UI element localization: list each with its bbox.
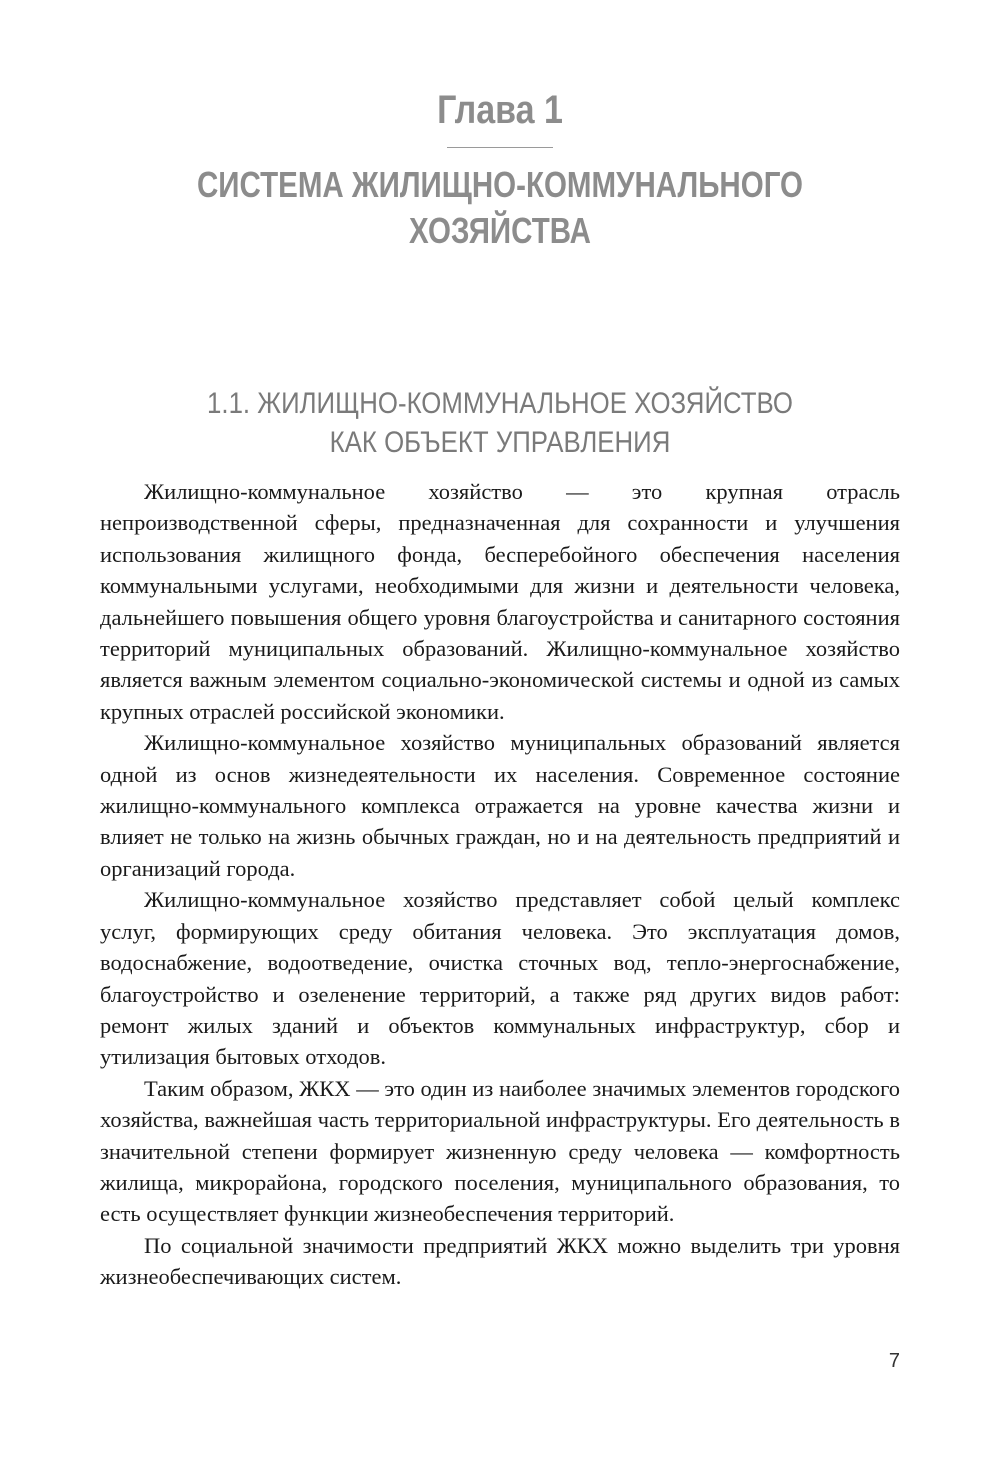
section-title xyxy=(0,384,1000,462)
chapter-divider xyxy=(447,147,553,148)
chapter-title-line: СИСТЕМА ЖИЛИЩНО-КОММУНАЛЬНОГО xyxy=(196,164,804,205)
chapter-label: Глава 1 xyxy=(437,88,563,132)
paragraph: Жилищно-коммунальное хозяйство представляет собой целый комплекс услуг, формирующих среду обитания человека. Это эксплуатация домов, водоснабжение, водоотведение, очистка сточных вод, тепло-энергоснабжение, благоустройство и озеленение территорий, а также ряд других видов работ: ремонт жилых зданий и объектов коммунальных инфраструктур, сбор и утилизация бытовых отходов. xyxy=(100,887,900,1070)
paragraph: Жилищно-коммунальное хозяйство — это крупная отрасль непроизводственной сферы, предназначенная для сохранности и улучшения использования жилищного фонда, бесперебойного обеспечения населения коммунальными услугами, необходимыми для жизни и деятельности человека, дальнейшего повышения общего уровня благоустройства и санитарного состояния территорий муниципальных образований. Жилищно-коммунальное хозяйство является важным элементом социально-экономической системы и одной из самых крупных отраслей российской экономики. xyxy=(100,479,900,724)
chapter-title-line: ХОЗЯЙСТВА xyxy=(409,210,591,251)
paragraph: Таким образом, ЖКХ — это один из наиболее значимых элементов городского хозяйства, важнейшая часть территориальной инфраструктуры. Его деятельность в значительной степени формирует жизненную среду человека — комфортность жилища, микрорайона, городского поселения, муниципального образования, то есть осуществляет функции жизнеобеспечения территорий. xyxy=(100,1075,900,1227)
chapter-title xyxy=(0,162,1000,254)
section-title-line: 1.1. ЖИЛИЩНО-КОММУНАЛЬНОЕ ХОЗЯЙСТВО xyxy=(207,387,793,420)
section-title-line: КАК ОБЪЕКТ УПРАВЛЕНИЯ xyxy=(329,426,671,459)
paragraph: Жилищно-коммунальное хозяйство муниципальных образований является одной из основ жизнедеятельности их населения. Современное состояние жилищно-коммунального комплекса отражается на уровне качества жизни и влияет не только на жизнь обычных граждан, но и на деятельность предприятий и организаций города. xyxy=(100,730,900,881)
page-number: 7 xyxy=(888,1350,900,1372)
body-text xyxy=(100,476,900,1293)
paragraph: По социальной значимости предприятий ЖКХ можно выделить три уровня жизнеобеспечивающих систем. xyxy=(100,1232,900,1290)
